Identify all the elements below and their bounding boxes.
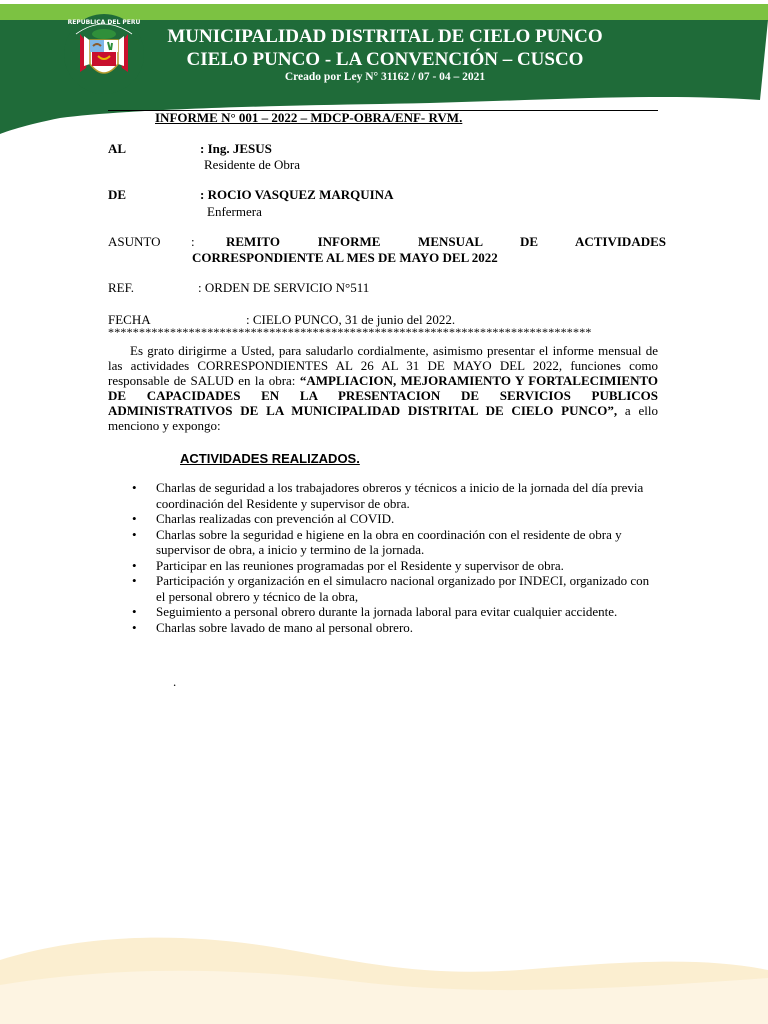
header-municipality-name: MUNICIPALIDAD DISTRITAL DE CIELO PUNCO (167, 26, 603, 47)
activities-list (130, 480, 660, 635)
list-item: • Charlas realizadas con prevención al COVID. (132, 511, 395, 526)
report-title: INFORME N° 001 – 2022 – MDCP-OBRA/ENF- RVM. (155, 110, 463, 125)
asunto-value-line1: REMITO INFORME MENSUAL DE ACTIVIDADES (226, 234, 666, 249)
bullet-icon: • (132, 619, 137, 635)
list-item: • Charlas sobre la seguridad e higiene en la obra en coordinación con el residente de obra y supervisor de obra, a inicio y termino de la jornada. (132, 526, 622, 557)
trailing-dot: . (173, 674, 177, 689)
bullet-icon: • (132, 480, 137, 495)
header-location: CIELO PUNCO - LA CONVENCIÓN – CUSCO (186, 49, 584, 70)
ref-value: : ORDEN DE SERVICIO N°511 (198, 280, 370, 295)
list-item: • Charlas sobre lavado de mano al personal obrero. (132, 619, 414, 635)
list-item: • Charlas de seguridad a los trabajadores obreros y técnicos a inicio de la jornada del día previa coordinación del Residente y supervisor de obra. (132, 480, 644, 511)
header-creation-law: Creado por Ley N° 31162 / 07 - 04 – 2021 (284, 71, 486, 83)
list-item: • Participación y organización en el simulacro nacional organizado por INDECI, organizado con el personal obrero y técnico de la obra, (132, 573, 650, 604)
body-paragraph (108, 343, 658, 433)
asunto-label: ASUNTO (108, 234, 161, 249)
al-label: AL (108, 141, 127, 156)
asunto-value-line2: CORRESPONDIENTE AL MES DE MAYO DEL 2022 (192, 250, 498, 265)
fecha-label: FECHA (108, 312, 151, 327)
list-item: • Seguimiento a personal obrero durante la jornada laboral para evitar cualquier accidente. (132, 604, 618, 619)
bullet-icon: • (132, 604, 137, 619)
footer-decorative-wave (0, 930, 768, 1024)
al-subtitle: Residente de Obra (204, 157, 301, 172)
de-value: : ROCIO VASQUEZ MARQUINA (200, 187, 394, 202)
asterisk-separator: ****************************************************************************** (108, 325, 592, 339)
seal-text: REPUBLICA DEL PERU (67, 19, 141, 26)
al-value: : Ing. JESUS (200, 141, 272, 156)
bullet-icon: • (132, 573, 137, 588)
bullet-icon: • (132, 511, 137, 526)
section-title-activities: ACTIVIDADES REALIZADOS. (180, 451, 360, 466)
bullet-icon: • (132, 557, 137, 573)
de-subtitle: Enfermera (207, 204, 262, 219)
asunto-colon: : (191, 234, 195, 249)
body-text-closing: a ello menciono y expongo: (108, 403, 659, 433)
ref-label: REF. (108, 280, 135, 295)
body-text-project-name: “AMPLIACION, MEJORAMIENTO Y FORTALECIMIENTO DE CAPACIDADES EN LA PRESENTACION DE SERVICIOS PUBLICOS ADMINISTRATIVOS DE LA MUNICIPALIDAD DISTRITAL DE CIELO PUNCO”, (108, 373, 659, 418)
de-label: DE (108, 187, 127, 202)
fecha-value: : CIELO PUNCO, 31 de junio del 2022. (246, 312, 456, 327)
bullet-icon: • (132, 526, 137, 542)
body-text-intro: Es grato dirigirme a Usted, para saludarlo cordialmente, asimismo presentar el informe mensual de las actividades CORRESPONDIENTES AL 26 AL 31 DE MAYO DEL 2022, funciones como responsable de SALUD en la obra: (108, 343, 658, 388)
list-item: • Participar en las reuniones programadas por el Residente y supervisor de obra. (132, 557, 564, 573)
